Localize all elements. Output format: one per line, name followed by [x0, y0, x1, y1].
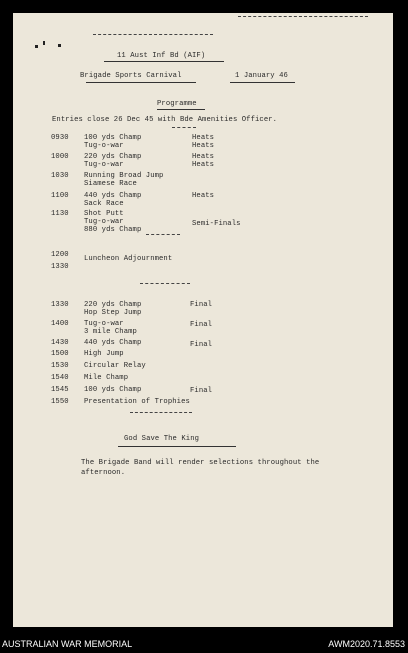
event-time: 1130 [51, 210, 69, 218]
event-time: 1540 [51, 374, 69, 382]
event-time: 1330 [51, 301, 69, 309]
event-line: 440 yds Champ [84, 339, 142, 347]
event-line: 220 yds Champ [84, 153, 142, 161]
ink-mark [58, 44, 61, 47]
event-line: Shot Putt [84, 210, 124, 218]
event-line: 440 yds Champ [84, 192, 142, 200]
band-note: afternoon. [81, 469, 126, 477]
event-time: 0930 [51, 134, 69, 142]
ink-mark [43, 41, 45, 45]
event-time: 1400 [51, 320, 69, 328]
event-note: Heats [192, 153, 215, 161]
document-date: 1 January 46 [235, 72, 288, 80]
event-note: Final [190, 321, 213, 329]
event-time: 1200 [51, 251, 69, 259]
event-line: Hop Step Jump [84, 309, 142, 317]
footer-accession-number: AWM2020.71.8553 [328, 639, 405, 649]
event-line: Tug-o-war [84, 320, 124, 328]
event-note: Final [190, 341, 213, 349]
closing-underline [118, 446, 236, 447]
event-note: Final [190, 387, 213, 395]
document-title: Brigade Sports Carnival [80, 72, 182, 80]
event-dash [146, 234, 180, 235]
date-underline [230, 82, 295, 83]
event-line: 880 yds Champ [84, 226, 142, 234]
section-dash [140, 283, 190, 284]
event-time: 1030 [51, 172, 69, 180]
event-time: 1530 [51, 362, 69, 370]
event-note: Heats [192, 192, 215, 200]
band-note: The Brigade Band will render selections throughout the [81, 459, 320, 467]
archive-footer [0, 635, 408, 653]
event-line: Mile Champ [84, 374, 129, 382]
entries-note: Entries close 26 Dec 45 with Bde Amenities Officer. [52, 116, 278, 124]
event-line: Sack Race [84, 200, 124, 208]
event-line: Running Broad Jump [84, 172, 164, 180]
event-line: Presentation of Trophies [84, 398, 190, 406]
programme-heading: Programme [157, 100, 197, 108]
event-line: Tug-o-war [84, 218, 124, 226]
event-line: Siamese Race [84, 180, 137, 188]
event-line: Circular Relay [84, 362, 146, 370]
event-note: Semi-Finals [192, 220, 241, 228]
unit-underline [104, 61, 224, 62]
event-note: Final [190, 301, 213, 309]
programme-underline [157, 109, 205, 110]
event-line: Luncheon Adjournment [84, 255, 173, 263]
top-dash [238, 16, 368, 17]
event-note: Heats [192, 161, 215, 169]
section-dash [130, 412, 192, 413]
event-line: Tug-o-war [84, 142, 124, 150]
event-time: 1500 [51, 350, 69, 358]
event-line: High Jump [84, 350, 124, 358]
event-note: Heats [192, 142, 215, 150]
document-page [13, 13, 393, 627]
event-time: 1330 [51, 263, 69, 271]
header-dash [93, 34, 213, 35]
footer-institution: AUSTRALIAN WAR MEMORIAL [2, 639, 133, 649]
event-line: Tug-o-war [84, 161, 124, 169]
event-time: 1100 [51, 192, 69, 200]
event-time: 1430 [51, 339, 69, 347]
event-line: 100 yds Champ [84, 386, 142, 394]
event-line: 220 yds Champ [84, 301, 142, 309]
event-time: 1545 [51, 386, 69, 394]
unit-heading: 11 Aust Inf Bd (AIF) [117, 52, 206, 60]
title-underline [86, 82, 196, 83]
event-time: 1550 [51, 398, 69, 406]
ink-mark [35, 45, 38, 48]
event-line: 100 yds Champ [84, 134, 142, 142]
entries-dash [172, 127, 196, 128]
event-note: Heats [192, 134, 215, 142]
closing-line: God Save The King [124, 435, 200, 443]
event-time: 1000 [51, 153, 69, 161]
event-line: 3 mile Champ [84, 328, 137, 336]
